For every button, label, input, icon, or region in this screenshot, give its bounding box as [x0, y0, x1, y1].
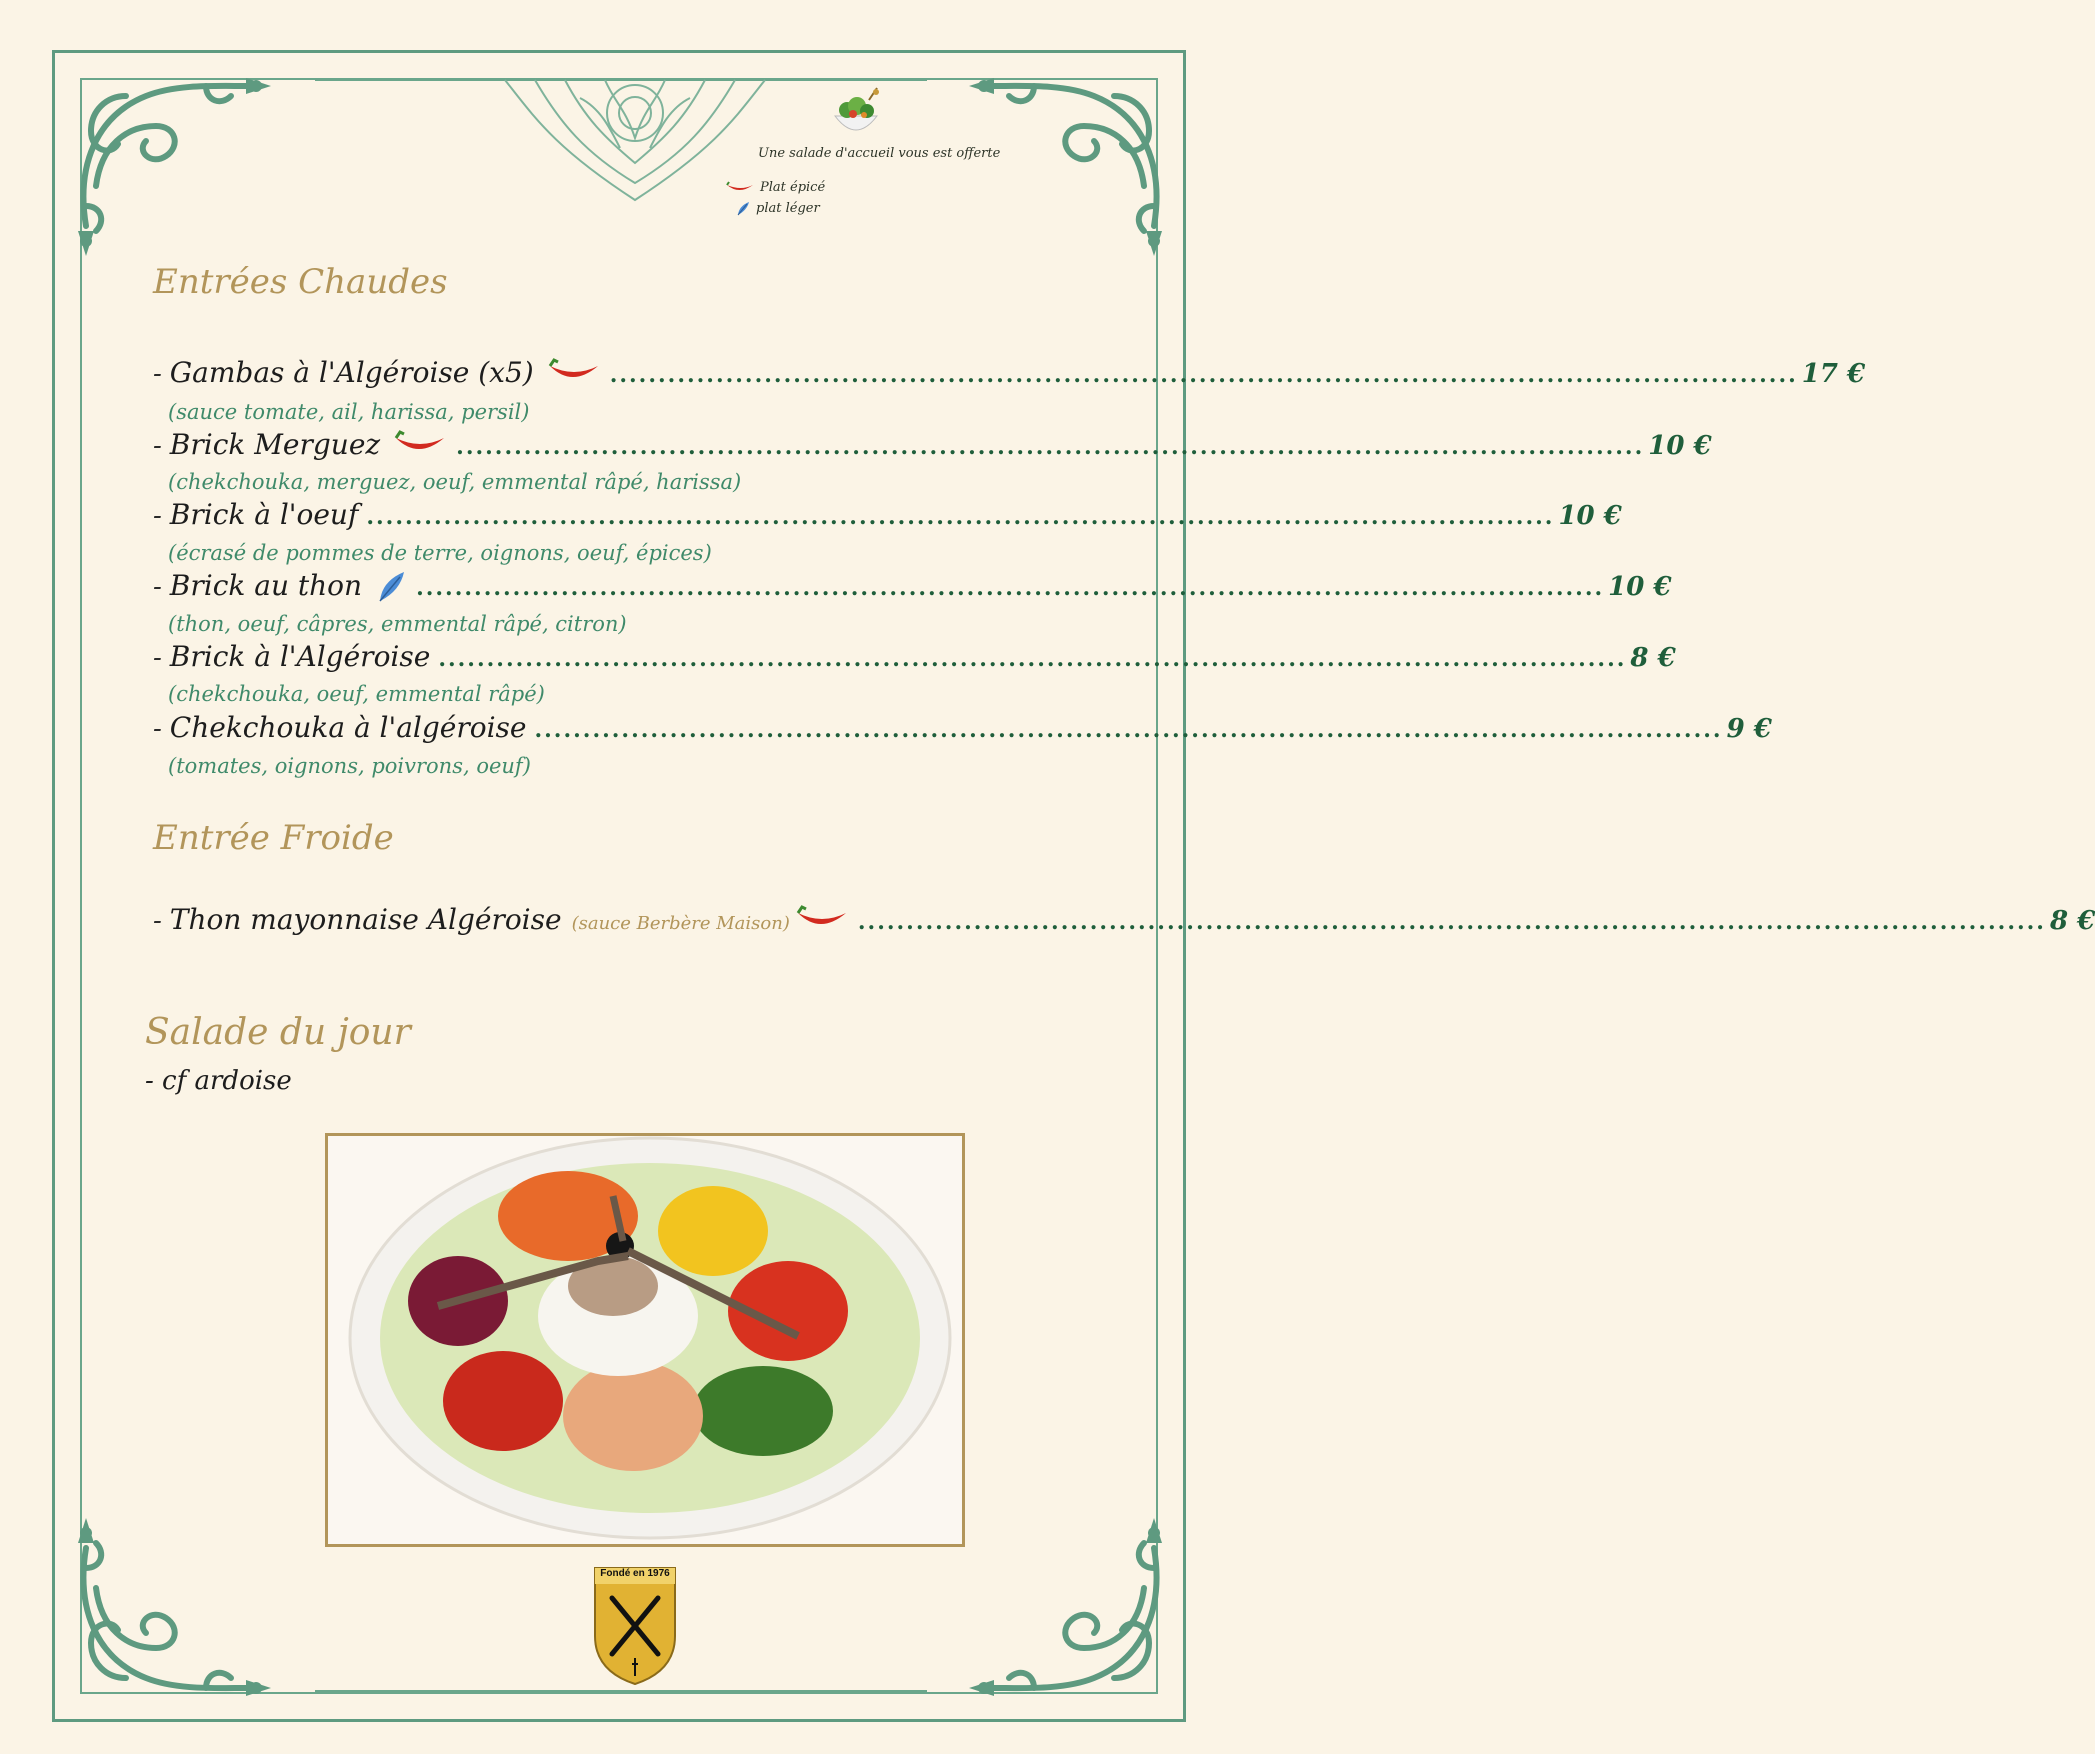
leader-dots: ...........................................................................................................................	[366, 504, 1555, 530]
chili-icon	[794, 905, 850, 935]
item-name: Chekchouka à l'algéroise	[169, 711, 527, 744]
feather-icon	[374, 569, 408, 607]
item-dash: -	[153, 906, 162, 936]
badge-founded-text: Fondé en 1976	[600, 1568, 670, 1579]
section-title-salad: Salade du jour	[145, 1012, 411, 1053]
menu-item	[153, 640, 1676, 673]
item-description: (thon, oeuf, câpres, emmental râpé, citron)	[168, 612, 627, 636]
corner-ornament-top-right	[964, 56, 1184, 276]
menu-item	[153, 498, 1622, 531]
item-dash: -	[153, 643, 162, 673]
legend-light-label: plat léger	[756, 200, 820, 216]
legend-spicy	[725, 180, 825, 195]
salad-subtitle: - cf ardoise	[145, 1066, 292, 1096]
legend-light	[735, 200, 820, 216]
restaurant-crest-logo	[592, 1566, 678, 1686]
item-dash: -	[153, 501, 162, 531]
leader-dots: ...........................................................................................................................	[416, 575, 1605, 601]
item-dash: -	[153, 572, 162, 602]
item-price: 10 €	[1648, 431, 1712, 461]
item-description: (tomates, oignons, poivrons, oeuf)	[168, 754, 531, 778]
welcome-salad-note: Une salade d'accueil vous est offerte	[758, 146, 1001, 161]
item-name: Brick au thon	[169, 569, 363, 602]
corner-ornament-top-left	[56, 56, 276, 276]
item-name: Thon mayonnaise Algéroise	[169, 903, 562, 936]
corner-ornament-bottom-right	[964, 1498, 1184, 1718]
item-price: 8 €	[1630, 643, 1676, 673]
bottom-rule	[315, 1690, 927, 1692]
chili-icon	[392, 430, 448, 460]
section-title-hot: Entrées Chaudes	[153, 262, 448, 302]
item-name: Brick Merguez	[169, 428, 381, 461]
item-price: 10 €	[1608, 572, 1672, 602]
menu-item	[153, 903, 2095, 936]
item-name: Gambas à l'Algéroise (x5)	[169, 356, 534, 389]
menu-item	[153, 711, 1772, 744]
feather-icon	[735, 200, 751, 216]
item-name: Brick à l'Algéroise	[169, 640, 431, 673]
item-dash: -	[153, 714, 162, 744]
item-price: 17 €	[1801, 359, 1866, 389]
salad-bowl-icon	[829, 86, 883, 142]
chili-icon	[725, 181, 755, 195]
item-dash: -	[153, 431, 162, 461]
chili-icon	[546, 358, 602, 388]
item-note: (sauce Berbère Maison)	[571, 913, 790, 934]
leader-dots: ...........................................................................................................................	[534, 717, 1723, 743]
item-price: 9 €	[1726, 714, 1772, 744]
item-description: (sauce tomate, ail, harissa, persil)	[168, 400, 530, 424]
menu-item	[153, 356, 1866, 389]
item-description: (chekchouka, oeuf, emmental râpé)	[168, 682, 545, 706]
item-price: 10 €	[1558, 501, 1622, 531]
corner-ornament-bottom-left	[56, 1498, 276, 1718]
item-description: (écrasé de pommes de terre, oignons, oeuf, épices)	[168, 541, 712, 565]
leader-dots: ...........................................................................................................................	[438, 646, 1627, 672]
salad-photo	[325, 1133, 965, 1547]
legend-spicy-label: Plat épicé	[760, 180, 826, 195]
item-price: 8 €	[2049, 906, 2095, 936]
item-description: (chekchouka, merguez, oeuf, emmental râpé, harissa)	[168, 470, 742, 494]
menu-item	[153, 428, 1712, 461]
leader-dots: ...........................................................................................................................	[857, 909, 2046, 935]
salad-plate-illustration	[328, 1136, 962, 1544]
leader-dots: ...........................................................................................................................	[456, 434, 1645, 460]
item-dash: -	[153, 359, 162, 389]
leader-dots: ...........................................................................................................................	[609, 362, 1798, 388]
item-name: Brick à l'oeuf	[169, 498, 359, 531]
menu-item	[153, 569, 1672, 607]
section-title-cold: Entrée Froide	[153, 818, 394, 858]
